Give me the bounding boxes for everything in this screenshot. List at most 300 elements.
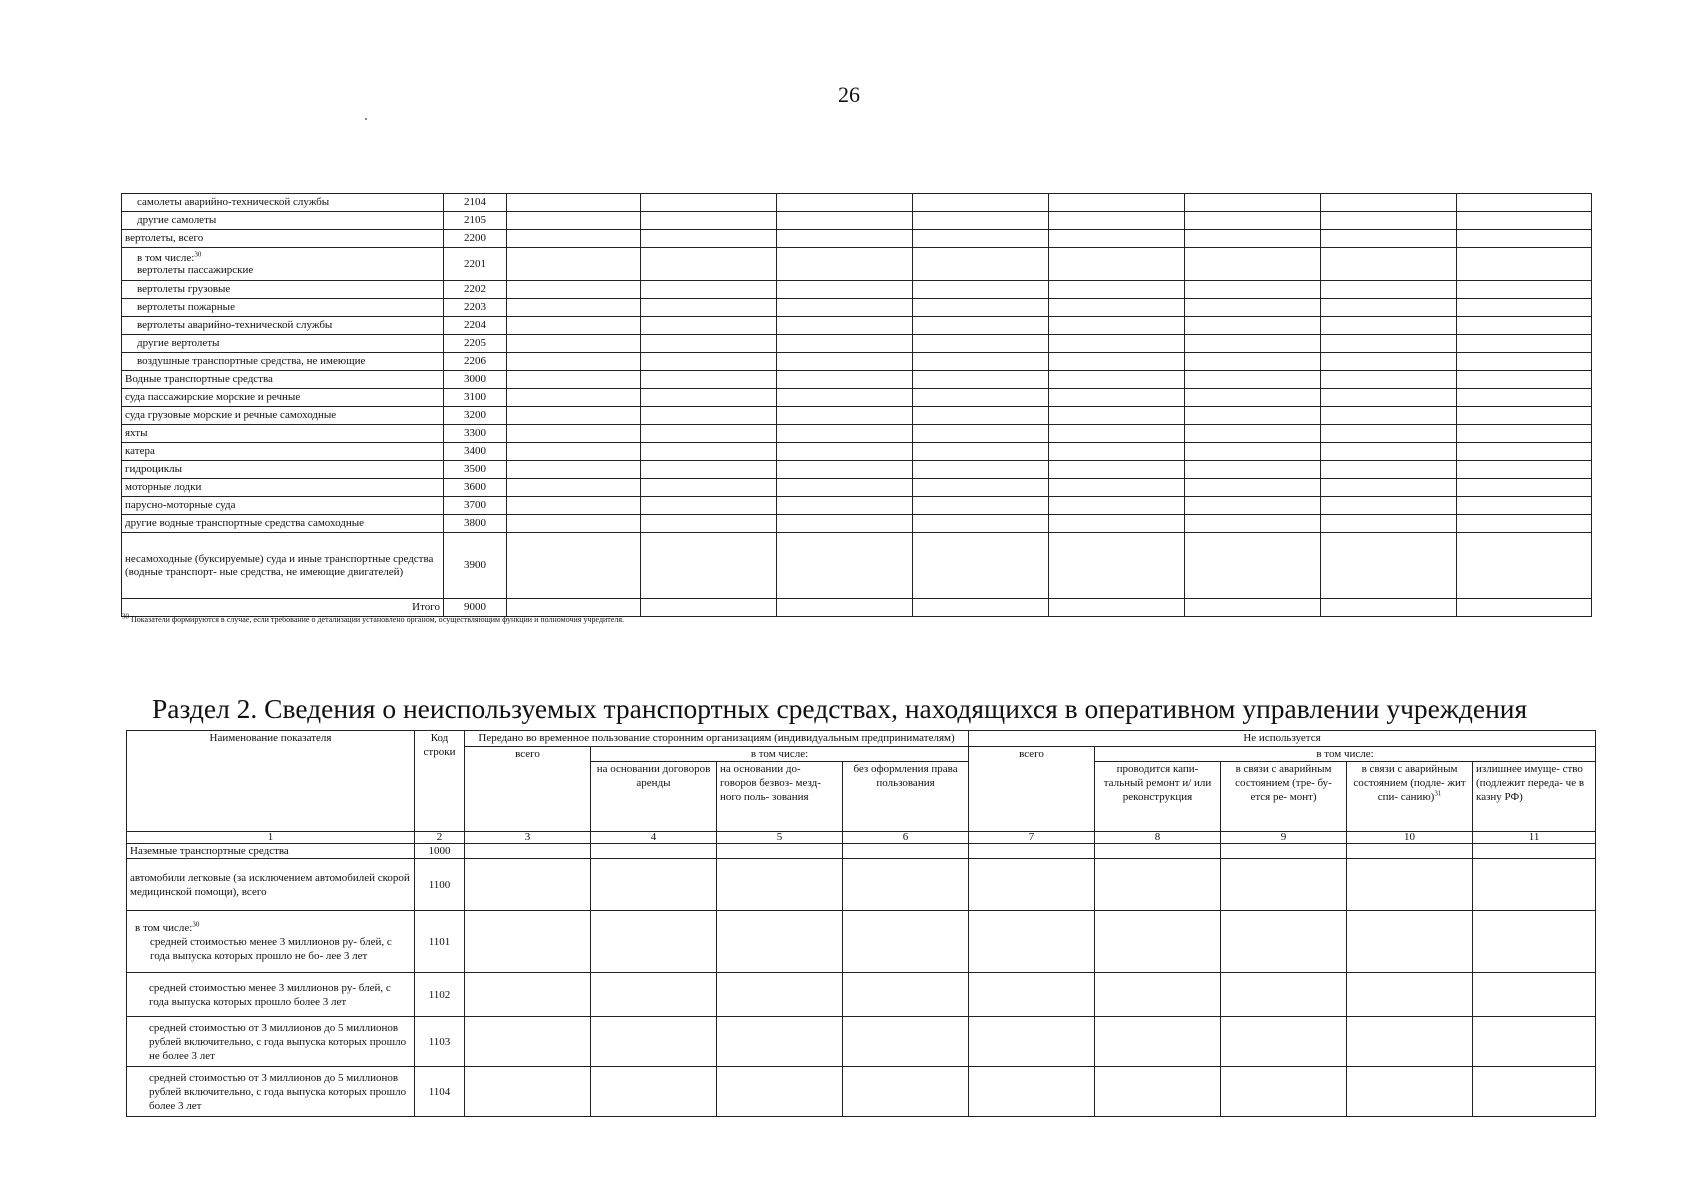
empty-cell bbox=[507, 335, 641, 353]
row-code: 3700 bbox=[444, 497, 507, 515]
empty-cell bbox=[1457, 194, 1592, 212]
empty-cell bbox=[777, 299, 913, 317]
empty-cell bbox=[777, 230, 913, 248]
row-name: средней стоимостью от 3 миллионов до 5 миллионов рублей включительно, с года выпуска которых прошло не более 3 лет bbox=[149, 1021, 407, 1062]
empty-cell bbox=[969, 1067, 1095, 1117]
empty-cell bbox=[1347, 1067, 1473, 1117]
row-name-cell bbox=[122, 281, 444, 299]
empty-cell bbox=[1049, 461, 1185, 479]
empty-cell bbox=[591, 859, 717, 911]
row-name: воздушные транспортные средства, не имеющие bbox=[137, 355, 366, 368]
empty-cell bbox=[1185, 515, 1321, 533]
empty-cell bbox=[969, 844, 1095, 859]
row-name-cell bbox=[122, 353, 444, 371]
empty-cell bbox=[913, 599, 1049, 617]
empty-cell bbox=[717, 859, 843, 911]
empty-cell bbox=[507, 443, 641, 461]
empty-cell bbox=[1321, 299, 1457, 317]
empty-cell bbox=[717, 1067, 843, 1117]
row-name-cell bbox=[122, 425, 444, 443]
empty-cell bbox=[843, 973, 969, 1017]
row-code: 2104 bbox=[444, 194, 507, 212]
empty-cell bbox=[507, 533, 641, 599]
row-name-cell bbox=[122, 371, 444, 389]
empty-cell bbox=[843, 1067, 969, 1117]
empty-cell bbox=[507, 248, 641, 281]
row-name-cell bbox=[122, 389, 444, 407]
empty-cell bbox=[1049, 248, 1185, 281]
empty-cell bbox=[507, 281, 641, 299]
empty-cell bbox=[843, 844, 969, 859]
table-row bbox=[122, 497, 1592, 515]
row-name-cell bbox=[127, 859, 415, 911]
empty-cell bbox=[641, 353, 777, 371]
empty-cell bbox=[1457, 335, 1592, 353]
row-code: 1100 bbox=[415, 859, 465, 911]
row-code: 3000 bbox=[444, 371, 507, 389]
empty-cell bbox=[777, 371, 913, 389]
header-lease: на основании договоров аренды bbox=[591, 762, 717, 832]
row-name: другие вертолеты bbox=[137, 337, 220, 350]
empty-cell bbox=[1457, 317, 1592, 335]
empty-cell bbox=[1321, 407, 1457, 425]
empty-cell bbox=[1095, 859, 1221, 911]
header-not-used: Не используется bbox=[969, 731, 1596, 747]
empty-cell bbox=[641, 533, 777, 599]
vehicles-table-continued bbox=[121, 193, 1592, 617]
empty-cell bbox=[507, 479, 641, 497]
row-name: Водные транспортные средства bbox=[125, 373, 273, 386]
empty-cell bbox=[913, 371, 1049, 389]
empty-cell bbox=[1321, 335, 1457, 353]
empty-cell bbox=[641, 281, 777, 299]
row-code: 1102 bbox=[415, 973, 465, 1017]
empty-cell bbox=[1185, 335, 1321, 353]
row-name: вертолеты, всего bbox=[125, 232, 204, 245]
empty-cell bbox=[641, 371, 777, 389]
row-name: Наземные транспортные средства bbox=[130, 845, 289, 857]
empty-cell bbox=[507, 389, 641, 407]
empty-cell bbox=[1347, 973, 1473, 1017]
empty-cell bbox=[1185, 281, 1321, 299]
row-code: 3300 bbox=[444, 425, 507, 443]
row-name-cell bbox=[122, 533, 444, 599]
row-name: гидроциклы bbox=[125, 463, 182, 476]
row-code: 2204 bbox=[444, 317, 507, 335]
empty-cell bbox=[1185, 533, 1321, 599]
empty-cell bbox=[1095, 1017, 1221, 1067]
empty-cell bbox=[641, 425, 777, 443]
empty-cell bbox=[1221, 911, 1347, 973]
table-row bbox=[122, 194, 1592, 212]
empty-cell bbox=[1049, 230, 1185, 248]
empty-cell bbox=[1049, 299, 1185, 317]
empty-cell bbox=[507, 407, 641, 425]
empty-cell bbox=[969, 1017, 1095, 1067]
empty-cell bbox=[969, 911, 1095, 973]
row-name: самолеты аварийно-технической службы bbox=[137, 196, 330, 209]
row-name: суда пассажирские морские и речные bbox=[125, 391, 301, 404]
empty-cell bbox=[777, 281, 913, 299]
empty-cell bbox=[1049, 443, 1185, 461]
empty-cell bbox=[1321, 461, 1457, 479]
empty-cell bbox=[1049, 335, 1185, 353]
footnote-mark: 30 bbox=[122, 612, 129, 621]
row-name-cell bbox=[122, 443, 444, 461]
header-emergency-writeoff-text: в связи с аварийным состоянием (подле- жит спи- санию) bbox=[1353, 763, 1466, 803]
empty-cell bbox=[777, 248, 913, 281]
empty-cell bbox=[641, 515, 777, 533]
header-surplus: излишнее имуще- ство (подлежит переда- че в казну РФ) bbox=[1473, 762, 1596, 832]
table-row bbox=[122, 212, 1592, 230]
empty-cell bbox=[913, 230, 1049, 248]
row-name-cell bbox=[127, 973, 415, 1017]
table-row bbox=[122, 407, 1592, 425]
row-name: моторные лодки bbox=[125, 481, 202, 494]
table-row bbox=[127, 973, 1596, 1017]
table-row bbox=[127, 859, 1596, 911]
row-name: другие самолеты bbox=[137, 214, 217, 227]
header-free-use: на основании до- говоров безвоз- мезд- ного поль- зования bbox=[717, 762, 843, 832]
header-not-used-total: всего bbox=[969, 747, 1095, 832]
empty-cell bbox=[777, 599, 913, 617]
empty-cell bbox=[969, 973, 1095, 1017]
empty-cell bbox=[1347, 1017, 1473, 1067]
empty-cell bbox=[465, 844, 591, 859]
empty-cell bbox=[1221, 1017, 1347, 1067]
row-name-cell bbox=[122, 479, 444, 497]
empty-cell bbox=[641, 212, 777, 230]
empty-cell bbox=[777, 497, 913, 515]
empty-cell bbox=[1221, 844, 1347, 859]
column-number: 2 bbox=[415, 832, 465, 844]
row-name: катера bbox=[125, 445, 155, 458]
section-2-title: Раздел 2. Сведения о неиспользуемых транспортных средствах, находящихся в оперативном управлении учреждения bbox=[152, 693, 1528, 724]
row-name: суда грузовые морские и речные самоходные bbox=[125, 409, 337, 422]
empty-cell bbox=[1049, 212, 1185, 230]
empty-cell bbox=[641, 599, 777, 617]
empty-cell bbox=[465, 859, 591, 911]
empty-cell bbox=[641, 389, 777, 407]
row-name: вертолеты грузовые bbox=[137, 283, 231, 296]
column-number: 5 bbox=[717, 832, 843, 844]
empty-cell bbox=[1049, 194, 1185, 212]
empty-cell bbox=[777, 389, 913, 407]
empty-cell bbox=[913, 389, 1049, 407]
empty-cell bbox=[777, 479, 913, 497]
row-name-cell bbox=[122, 299, 444, 317]
empty-cell bbox=[1321, 317, 1457, 335]
empty-cell bbox=[641, 194, 777, 212]
empty-cell bbox=[641, 317, 777, 335]
table-row bbox=[122, 515, 1592, 533]
row-code: 2203 bbox=[444, 299, 507, 317]
empty-cell bbox=[843, 859, 969, 911]
empty-cell bbox=[1185, 371, 1321, 389]
row-code: 3400 bbox=[444, 443, 507, 461]
row-name-cell bbox=[122, 248, 444, 281]
row-name-cell bbox=[122, 212, 444, 230]
empty-cell bbox=[913, 515, 1049, 533]
empty-cell bbox=[777, 461, 913, 479]
empty-cell bbox=[1321, 281, 1457, 299]
table-row bbox=[122, 389, 1592, 407]
row-name: средней стоимостью менее 3 миллионов ру- блей, с года выпуска которых прошло более 3 лет bbox=[149, 981, 391, 1008]
empty-cell bbox=[1457, 407, 1592, 425]
empty-cell bbox=[1321, 515, 1457, 533]
header-transferred-total: всего bbox=[465, 747, 591, 832]
empty-cell bbox=[1049, 479, 1185, 497]
empty-cell bbox=[1185, 599, 1321, 617]
empty-cell bbox=[913, 281, 1049, 299]
empty-cell bbox=[913, 425, 1049, 443]
empty-cell bbox=[913, 335, 1049, 353]
empty-cell bbox=[1457, 230, 1592, 248]
row-code: 3800 bbox=[444, 515, 507, 533]
empty-cell bbox=[1049, 317, 1185, 335]
empty-cell bbox=[1185, 407, 1321, 425]
empty-cell bbox=[1185, 212, 1321, 230]
empty-cell bbox=[1321, 599, 1457, 617]
empty-cell bbox=[1473, 973, 1596, 1017]
row-footnote-mark: 30 bbox=[192, 919, 200, 928]
empty-cell bbox=[507, 299, 641, 317]
empty-cell bbox=[777, 443, 913, 461]
empty-cell bbox=[1321, 425, 1457, 443]
row-code: 1104 bbox=[415, 1067, 465, 1117]
row-name: парусно-моторные суда bbox=[125, 499, 236, 512]
table-row bbox=[122, 299, 1592, 317]
empty-cell bbox=[641, 479, 777, 497]
row-code: 3200 bbox=[444, 407, 507, 425]
empty-cell bbox=[1457, 248, 1592, 281]
table-row bbox=[122, 371, 1592, 389]
empty-cell bbox=[1185, 497, 1321, 515]
header-repair: проводится капи- тальный ремонт и/ или реконструкция bbox=[1095, 762, 1221, 832]
empty-cell bbox=[641, 335, 777, 353]
empty-cell bbox=[1095, 1067, 1221, 1117]
table-row bbox=[122, 248, 1592, 281]
empty-cell bbox=[1473, 911, 1596, 973]
empty-cell bbox=[1049, 371, 1185, 389]
row-name: несамоходные (буксируемые) суда и иные транспортные средства (водные транспорт- ные средства, не имеющие двигателей) bbox=[125, 553, 434, 578]
header-emergency-repair: в связи с аварийным состоянием (тре- бу- ется ре- монт) bbox=[1221, 762, 1347, 832]
empty-cell bbox=[1185, 461, 1321, 479]
empty-cell bbox=[1457, 299, 1592, 317]
row-name-prefix: в том числе: bbox=[137, 251, 195, 264]
empty-cell bbox=[507, 194, 641, 212]
column-number: 8 bbox=[1095, 832, 1221, 844]
header-transferred-including: в том числе: bbox=[591, 747, 969, 762]
table-row bbox=[127, 844, 1596, 859]
row-code: 2202 bbox=[444, 281, 507, 299]
empty-cell bbox=[913, 317, 1049, 335]
empty-cell bbox=[913, 443, 1049, 461]
row-code: 3600 bbox=[444, 479, 507, 497]
empty-cell bbox=[1095, 973, 1221, 1017]
empty-cell bbox=[717, 844, 843, 859]
header-indicator-name: Наименование показателя bbox=[127, 731, 415, 832]
row-code: 2206 bbox=[444, 353, 507, 371]
empty-cell bbox=[1049, 281, 1185, 299]
row-code: 2201 bbox=[444, 248, 507, 281]
header-emergency-writeoff-mark: 31 bbox=[1434, 789, 1442, 798]
footnote-text: Показатели формируются в случае, если требование о детализации установлено органом, осуществляющим функции и полномочия учредителя. bbox=[131, 615, 625, 624]
empty-cell bbox=[1185, 425, 1321, 443]
empty-cell bbox=[641, 230, 777, 248]
empty-cell bbox=[507, 599, 641, 617]
row-code: 1103 bbox=[415, 1017, 465, 1067]
empty-cell bbox=[1457, 389, 1592, 407]
column-number: 10 bbox=[1347, 832, 1473, 844]
empty-cell bbox=[465, 1017, 591, 1067]
empty-cell bbox=[1473, 844, 1596, 859]
empty-cell bbox=[591, 844, 717, 859]
empty-cell bbox=[591, 911, 717, 973]
column-number: 9 bbox=[1221, 832, 1347, 844]
empty-cell bbox=[1185, 443, 1321, 461]
empty-cell bbox=[913, 212, 1049, 230]
row-name-cell bbox=[127, 1067, 415, 1117]
row-code: 1000 bbox=[415, 844, 465, 859]
empty-cell bbox=[913, 299, 1049, 317]
table-row bbox=[122, 461, 1592, 479]
header-row-code: Код строки bbox=[415, 731, 465, 832]
empty-cell bbox=[1049, 533, 1185, 599]
row-name-cell bbox=[122, 497, 444, 515]
empty-cell bbox=[641, 407, 777, 425]
row-code: 3500 bbox=[444, 461, 507, 479]
table-row bbox=[122, 281, 1592, 299]
empty-cell bbox=[465, 911, 591, 973]
row-name: другие водные транспортные средства самоходные bbox=[125, 517, 365, 530]
empty-cell bbox=[1185, 299, 1321, 317]
empty-cell bbox=[1049, 353, 1185, 371]
empty-cell bbox=[1473, 1017, 1596, 1067]
empty-cell bbox=[591, 1017, 717, 1067]
row-name-cell bbox=[127, 911, 415, 973]
column-number: 6 bbox=[843, 832, 969, 844]
empty-cell bbox=[1221, 973, 1347, 1017]
table-row bbox=[122, 230, 1592, 248]
row-name: автомобили легковые (за исключением автомобилей скорой медицинской помощи), всего bbox=[130, 871, 410, 898]
empty-cell bbox=[641, 461, 777, 479]
row-name: вертолеты аварийно-технической службы bbox=[137, 319, 333, 332]
empty-cell bbox=[1185, 248, 1321, 281]
row-name-cell bbox=[127, 1017, 415, 1067]
empty-cell bbox=[1049, 389, 1185, 407]
row-name-cell bbox=[122, 407, 444, 425]
empty-cell bbox=[1185, 194, 1321, 212]
empty-cell bbox=[777, 533, 913, 599]
empty-cell bbox=[717, 973, 843, 1017]
column-number: 4 bbox=[591, 832, 717, 844]
empty-cell bbox=[1049, 599, 1185, 617]
table-row bbox=[122, 533, 1592, 599]
row-name-cell bbox=[122, 230, 444, 248]
empty-cell bbox=[1473, 1067, 1596, 1117]
empty-cell bbox=[717, 1017, 843, 1067]
empty-cell bbox=[1321, 371, 1457, 389]
table-row bbox=[122, 443, 1592, 461]
unused-vehicles-table bbox=[126, 730, 1596, 1117]
empty-cell bbox=[777, 335, 913, 353]
row-footnote-mark: 30 bbox=[194, 249, 202, 258]
empty-cell bbox=[843, 911, 969, 973]
total-label: Итого bbox=[122, 599, 444, 617]
empty-cell bbox=[777, 407, 913, 425]
empty-cell bbox=[969, 859, 1095, 911]
empty-cell bbox=[1185, 230, 1321, 248]
table-row bbox=[122, 479, 1592, 497]
empty-cell bbox=[641, 497, 777, 515]
empty-cell bbox=[507, 497, 641, 515]
scan-speck bbox=[365, 118, 367, 120]
column-number: 1 bbox=[127, 832, 415, 844]
empty-cell bbox=[1321, 353, 1457, 371]
table-row bbox=[122, 353, 1592, 371]
empty-cell bbox=[1049, 515, 1185, 533]
empty-cell bbox=[1457, 371, 1592, 389]
empty-cell bbox=[1321, 212, 1457, 230]
empty-cell bbox=[1185, 389, 1321, 407]
empty-cell bbox=[913, 479, 1049, 497]
empty-cell bbox=[507, 461, 641, 479]
empty-cell bbox=[717, 911, 843, 973]
row-name-cell bbox=[122, 515, 444, 533]
empty-cell bbox=[1321, 497, 1457, 515]
empty-cell bbox=[1347, 859, 1473, 911]
empty-cell bbox=[1457, 533, 1592, 599]
empty-cell bbox=[507, 353, 641, 371]
row-name: вертолеты пассажирские bbox=[137, 264, 254, 276]
row-name-cell bbox=[127, 844, 415, 859]
empty-cell bbox=[1185, 479, 1321, 497]
empty-cell bbox=[507, 371, 641, 389]
empty-cell bbox=[1185, 317, 1321, 335]
empty-cell bbox=[1457, 599, 1592, 617]
empty-cell bbox=[777, 425, 913, 443]
column-number: 7 bbox=[969, 832, 1095, 844]
empty-cell bbox=[1221, 859, 1347, 911]
empty-cell bbox=[641, 443, 777, 461]
total-code: 9000 bbox=[444, 599, 507, 617]
empty-cell bbox=[1321, 248, 1457, 281]
page-number: 26 bbox=[838, 82, 860, 107]
row-name-prefix: в том числе: bbox=[135, 921, 193, 934]
empty-cell bbox=[1321, 230, 1457, 248]
column-number: 3 bbox=[465, 832, 591, 844]
empty-cell bbox=[1095, 844, 1221, 859]
empty-cell bbox=[1321, 389, 1457, 407]
empty-cell bbox=[913, 353, 1049, 371]
row-name-cell bbox=[122, 461, 444, 479]
empty-cell bbox=[777, 194, 913, 212]
header-not-used-including: в том числе: bbox=[1095, 747, 1596, 762]
empty-cell bbox=[777, 317, 913, 335]
header-no-registration: без оформления права пользования bbox=[843, 762, 969, 832]
row-code: 2205 bbox=[444, 335, 507, 353]
row-name: средней стоимостью менее 3 миллионов ру- блей, с года выпуска которых прошло не бо- лее 3 лет bbox=[150, 935, 392, 962]
table-row bbox=[127, 911, 1596, 973]
empty-cell bbox=[913, 497, 1049, 515]
empty-cell bbox=[1347, 844, 1473, 859]
row-name-cell bbox=[122, 194, 444, 212]
empty-cell bbox=[843, 1017, 969, 1067]
empty-cell bbox=[641, 299, 777, 317]
empty-cell bbox=[1457, 497, 1592, 515]
footnote bbox=[122, 612, 625, 624]
